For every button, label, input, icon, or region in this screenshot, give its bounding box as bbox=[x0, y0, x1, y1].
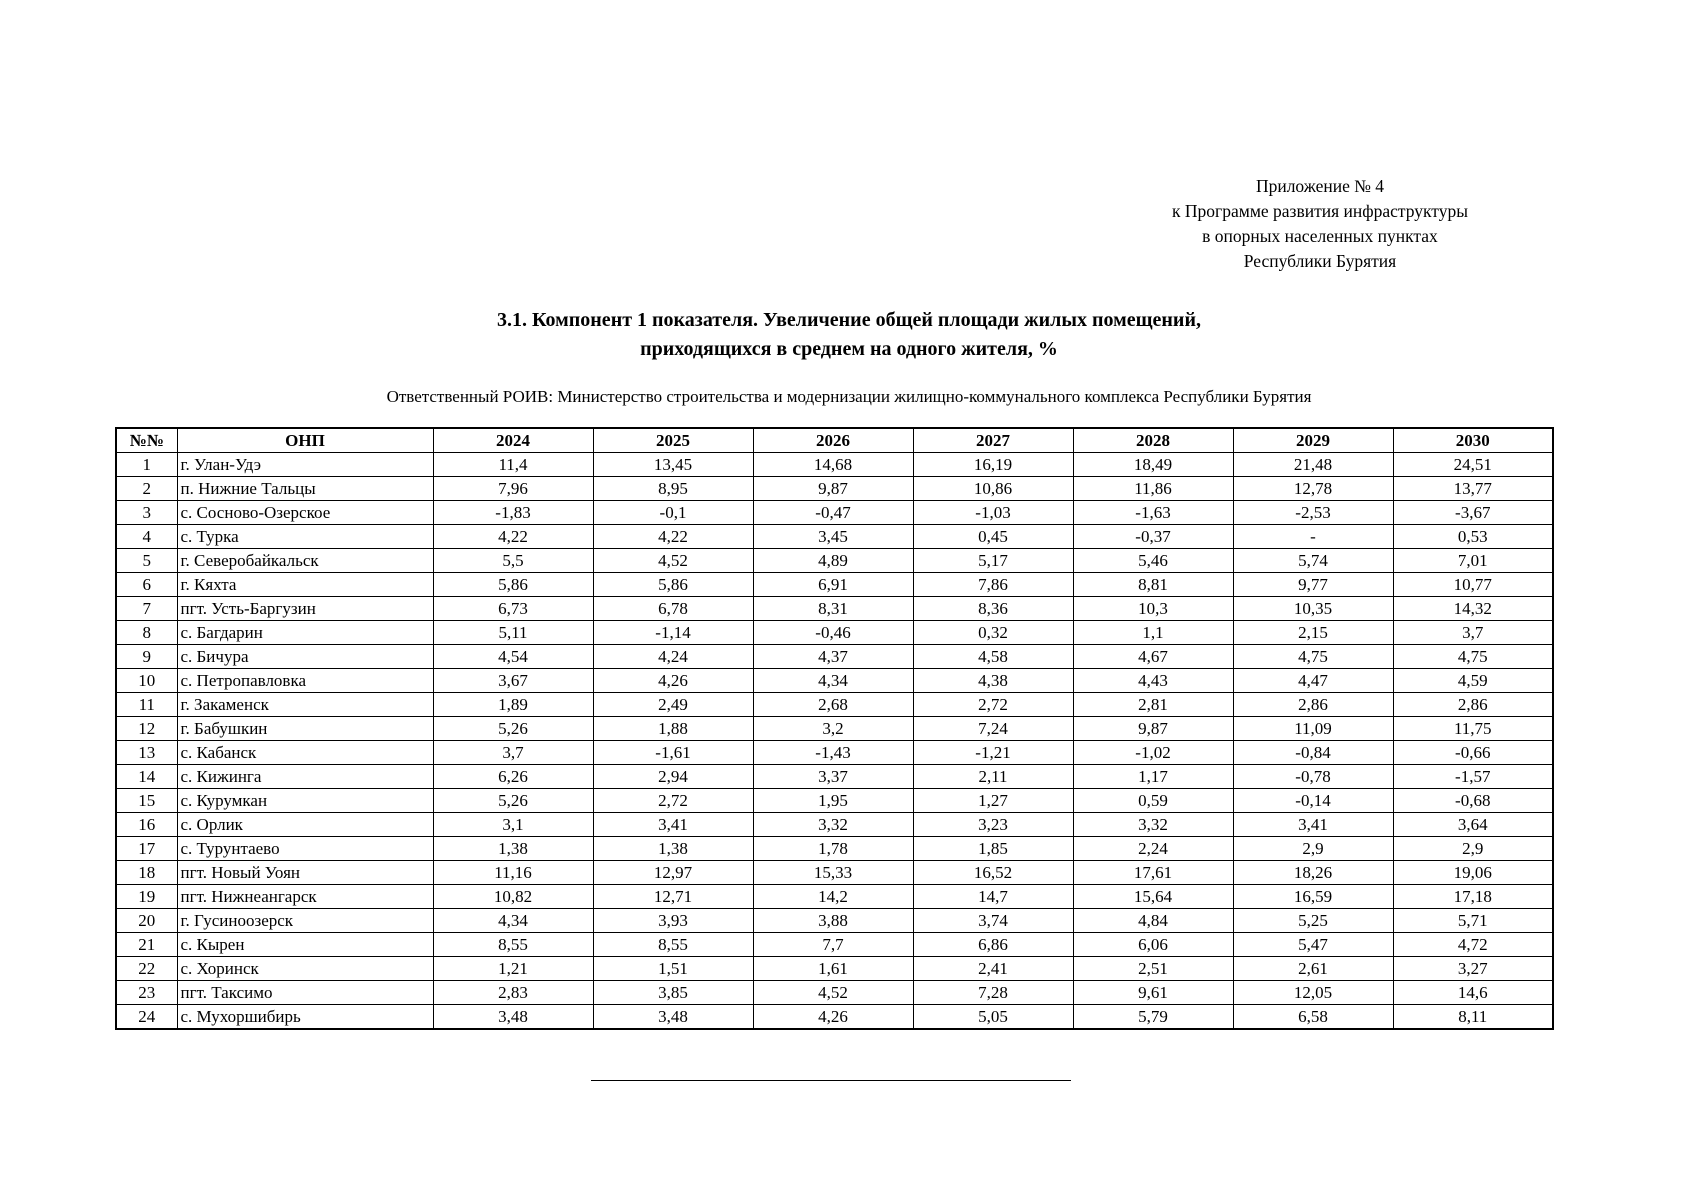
column-header-year: 2029 bbox=[1233, 428, 1393, 453]
value-cell: 6,06 bbox=[1073, 933, 1233, 957]
row-number-cell: 13 bbox=[116, 741, 177, 765]
responsible-authority: Ответственный РОИВ: Министерство строительства и модернизации жилищно-коммунального комплекса Республики Бурятия bbox=[386, 387, 1312, 406]
value-cell: 5,74 bbox=[1233, 549, 1393, 573]
value-cell: 6,73 bbox=[433, 597, 593, 621]
column-header-year: 2025 bbox=[593, 428, 753, 453]
value-cell: 14,7 bbox=[913, 885, 1073, 909]
value-cell: 4,67 bbox=[1073, 645, 1233, 669]
value-cell: 7,01 bbox=[1393, 549, 1553, 573]
table-row bbox=[116, 717, 1553, 741]
value-cell: 2,72 bbox=[913, 693, 1073, 717]
value-cell: 4,89 bbox=[753, 549, 913, 573]
settlement-name-cell: с. Турунтаево bbox=[177, 837, 433, 861]
value-cell: 0,32 bbox=[913, 621, 1073, 645]
row-number-cell: 10 bbox=[116, 669, 177, 693]
value-cell: 9,61 bbox=[1073, 981, 1233, 1005]
value-cell: 3,7 bbox=[1393, 621, 1553, 645]
value-cell: -1,14 bbox=[593, 621, 753, 645]
value-cell: -0,84 bbox=[1233, 741, 1393, 765]
value-cell: 16,59 bbox=[1233, 885, 1393, 909]
value-cell: -3,67 bbox=[1393, 501, 1553, 525]
value-cell: 12,71 bbox=[593, 885, 753, 909]
value-cell: 0,59 bbox=[1073, 789, 1233, 813]
document-title bbox=[0, 306, 1698, 364]
value-cell: 9,87 bbox=[753, 477, 913, 501]
value-cell: -1,03 bbox=[913, 501, 1073, 525]
value-cell: 2,49 bbox=[593, 693, 753, 717]
table-row bbox=[116, 597, 1553, 621]
value-cell: 3,74 bbox=[913, 909, 1073, 933]
value-cell: 4,22 bbox=[433, 525, 593, 549]
settlement-name-cell: с. Петропавловка bbox=[177, 669, 433, 693]
value-cell: 1,38 bbox=[593, 837, 753, 861]
value-cell: 3,88 bbox=[753, 909, 913, 933]
value-cell: 8,36 bbox=[913, 597, 1073, 621]
table-row bbox=[116, 549, 1553, 573]
row-number-cell: 12 bbox=[116, 717, 177, 741]
value-cell: -0,66 bbox=[1393, 741, 1553, 765]
column-header-year: 2026 bbox=[753, 428, 913, 453]
value-cell: 21,48 bbox=[1233, 453, 1393, 477]
value-cell: 12,78 bbox=[1233, 477, 1393, 501]
settlement-name-cell: г. Бабушкин bbox=[177, 717, 433, 741]
value-cell: 5,79 bbox=[1073, 1005, 1233, 1030]
row-number-cell: 1 bbox=[116, 453, 177, 477]
value-cell: 5,17 bbox=[913, 549, 1073, 573]
settlement-name-cell: пгт. Нижнеангарск bbox=[177, 885, 433, 909]
table-row bbox=[116, 981, 1553, 1005]
value-cell: 8,55 bbox=[433, 933, 593, 957]
settlement-name-cell: с. Мухоршибирь bbox=[177, 1005, 433, 1030]
settlement-name-cell: г. Гусиноозерск bbox=[177, 909, 433, 933]
value-cell: 2,83 bbox=[433, 981, 593, 1005]
table-row bbox=[116, 1005, 1553, 1030]
value-cell: 11,09 bbox=[1233, 717, 1393, 741]
value-cell: 4,75 bbox=[1233, 645, 1393, 669]
row-number-cell: 3 bbox=[116, 501, 177, 525]
settlement-name-cell: с. Бичура bbox=[177, 645, 433, 669]
value-cell: -0,68 bbox=[1393, 789, 1553, 813]
value-cell: 1,27 bbox=[913, 789, 1073, 813]
value-cell: 12,05 bbox=[1233, 981, 1393, 1005]
value-cell: 1,88 bbox=[593, 717, 753, 741]
appendix-line: к Программе развития инфраструктуры bbox=[1172, 201, 1468, 221]
table-row bbox=[116, 693, 1553, 717]
row-number-cell: 11 bbox=[116, 693, 177, 717]
value-cell: 3,32 bbox=[1073, 813, 1233, 837]
value-cell: 11,16 bbox=[433, 861, 593, 885]
value-cell: 5,26 bbox=[433, 717, 593, 741]
value-cell: 11,75 bbox=[1393, 717, 1553, 741]
value-cell: 17,18 bbox=[1393, 885, 1553, 909]
value-cell: 2,81 bbox=[1073, 693, 1233, 717]
row-number-cell: 5 bbox=[116, 549, 177, 573]
row-number-cell: 6 bbox=[116, 573, 177, 597]
value-cell: 2,51 bbox=[1073, 957, 1233, 981]
settlement-name-cell: п. Нижние Тальцы bbox=[177, 477, 433, 501]
value-cell: 2,9 bbox=[1393, 837, 1553, 861]
value-cell: 15,33 bbox=[753, 861, 913, 885]
value-cell: -1,43 bbox=[753, 741, 913, 765]
value-cell: 3,67 bbox=[433, 669, 593, 693]
value-cell: 0,53 bbox=[1393, 525, 1553, 549]
value-cell: 3,64 bbox=[1393, 813, 1553, 837]
footer-divider bbox=[591, 1080, 1071, 1081]
value-cell: 7,28 bbox=[913, 981, 1073, 1005]
value-cell: 18,49 bbox=[1073, 453, 1233, 477]
title-line-1: 3.1. Компонент 1 показателя. Увеличение общей площади жилых помещений, bbox=[497, 309, 1201, 331]
value-cell: 1,21 bbox=[433, 957, 593, 981]
value-cell: 10,82 bbox=[433, 885, 593, 909]
value-cell: - bbox=[1233, 525, 1393, 549]
value-cell: 14,6 bbox=[1393, 981, 1553, 1005]
value-cell: 4,72 bbox=[1393, 933, 1553, 957]
settlement-name-cell: пгт. Усть-Баргузин bbox=[177, 597, 433, 621]
value-cell: 10,35 bbox=[1233, 597, 1393, 621]
value-cell: 3,93 bbox=[593, 909, 753, 933]
value-cell: -0,1 bbox=[593, 501, 753, 525]
value-cell: 1,61 bbox=[753, 957, 913, 981]
row-number-cell: 19 bbox=[116, 885, 177, 909]
table-row bbox=[116, 957, 1553, 981]
table-row bbox=[116, 837, 1553, 861]
settlement-name-cell: с. Турка bbox=[177, 525, 433, 549]
settlement-name-cell: с. Сосново-Озерское bbox=[177, 501, 433, 525]
value-cell: 1,38 bbox=[433, 837, 593, 861]
value-cell: 18,26 bbox=[1233, 861, 1393, 885]
value-cell: 5,05 bbox=[913, 1005, 1073, 1030]
value-cell: 3,37 bbox=[753, 765, 913, 789]
value-cell: 15,64 bbox=[1073, 885, 1233, 909]
table-row bbox=[116, 477, 1553, 501]
value-cell: 4,34 bbox=[753, 669, 913, 693]
table-header-row bbox=[116, 428, 1553, 453]
value-cell: -1,83 bbox=[433, 501, 593, 525]
settlement-name-cell: с. Орлик bbox=[177, 813, 433, 837]
value-cell: 4,26 bbox=[753, 1005, 913, 1030]
value-cell: -1,61 bbox=[593, 741, 753, 765]
table-row bbox=[116, 933, 1553, 957]
appendix-line: Республики Бурятия bbox=[1243, 251, 1397, 271]
value-cell: 6,78 bbox=[593, 597, 753, 621]
value-cell: 3,27 bbox=[1393, 957, 1553, 981]
value-cell: 10,3 bbox=[1073, 597, 1233, 621]
value-cell: 3,48 bbox=[593, 1005, 753, 1030]
value-cell: 1,17 bbox=[1073, 765, 1233, 789]
column-header-settlement: ОНП bbox=[177, 428, 433, 453]
row-number-cell: 17 bbox=[116, 837, 177, 861]
column-header-year: 2027 bbox=[913, 428, 1073, 453]
table-body bbox=[116, 453, 1553, 1030]
value-cell: 19,06 bbox=[1393, 861, 1553, 885]
settlement-name-cell: с. Курумкан bbox=[177, 789, 433, 813]
value-cell: 5,47 bbox=[1233, 933, 1393, 957]
settlement-name-cell: с. Хоринск bbox=[177, 957, 433, 981]
settlement-name-cell: с. Кырен bbox=[177, 933, 433, 957]
value-cell: 1,78 bbox=[753, 837, 913, 861]
value-cell: 6,58 bbox=[1233, 1005, 1393, 1030]
table-row bbox=[116, 669, 1553, 693]
table-row bbox=[116, 909, 1553, 933]
row-number-cell: 2 bbox=[116, 477, 177, 501]
settlement-name-cell: с. Багдарин bbox=[177, 621, 433, 645]
value-cell: -1,63 bbox=[1073, 501, 1233, 525]
table-row bbox=[116, 621, 1553, 645]
table-row bbox=[116, 765, 1553, 789]
value-cell: 4,75 bbox=[1393, 645, 1553, 669]
value-cell: 3,48 bbox=[433, 1005, 593, 1030]
value-cell: 7,7 bbox=[753, 933, 913, 957]
row-number-cell: 22 bbox=[116, 957, 177, 981]
value-cell: 8,55 bbox=[593, 933, 753, 957]
value-cell: 14,68 bbox=[753, 453, 913, 477]
value-cell: -1,57 bbox=[1393, 765, 1553, 789]
value-cell: 8,11 bbox=[1393, 1005, 1553, 1030]
value-cell: 5,86 bbox=[593, 573, 753, 597]
value-cell: 16,52 bbox=[913, 861, 1073, 885]
row-number-cell: 18 bbox=[116, 861, 177, 885]
table-row bbox=[116, 453, 1553, 477]
value-cell: 2,68 bbox=[753, 693, 913, 717]
value-cell: -0,47 bbox=[753, 501, 913, 525]
settlement-name-cell: г. Северобайкальск bbox=[177, 549, 433, 573]
value-cell: 4,37 bbox=[753, 645, 913, 669]
table-row bbox=[116, 813, 1553, 837]
row-number-cell: 16 bbox=[116, 813, 177, 837]
column-header-year: 2030 bbox=[1393, 428, 1553, 453]
settlement-name-cell: г. Улан-Удэ bbox=[177, 453, 433, 477]
value-cell: 7,96 bbox=[433, 477, 593, 501]
value-cell: 3,7 bbox=[433, 741, 593, 765]
value-cell: -1,21 bbox=[913, 741, 1073, 765]
table-row bbox=[116, 525, 1553, 549]
table-row bbox=[116, 741, 1553, 765]
value-cell: 24,51 bbox=[1393, 453, 1553, 477]
table-row bbox=[116, 645, 1553, 669]
row-number-cell: 23 bbox=[116, 981, 177, 1005]
value-cell: 6,86 bbox=[913, 933, 1073, 957]
value-cell: 1,1 bbox=[1073, 621, 1233, 645]
value-cell: 4,43 bbox=[1073, 669, 1233, 693]
value-cell: 5,11 bbox=[433, 621, 593, 645]
value-cell: 9,77 bbox=[1233, 573, 1393, 597]
value-cell: 5,25 bbox=[1233, 909, 1393, 933]
settlement-name-cell: пгт. Таксимо bbox=[177, 981, 433, 1005]
value-cell: 1,89 bbox=[433, 693, 593, 717]
value-cell: 14,2 bbox=[753, 885, 913, 909]
value-cell: 3,1 bbox=[433, 813, 593, 837]
column-header-year: 2028 bbox=[1073, 428, 1233, 453]
value-cell: -0,46 bbox=[753, 621, 913, 645]
value-cell: 2,41 bbox=[913, 957, 1073, 981]
appendix-note bbox=[1120, 174, 1520, 274]
value-cell: 3,41 bbox=[1233, 813, 1393, 837]
value-cell: 8,95 bbox=[593, 477, 753, 501]
value-cell: 5,5 bbox=[433, 549, 593, 573]
row-number-cell: 8 bbox=[116, 621, 177, 645]
value-cell: 6,26 bbox=[433, 765, 593, 789]
settlement-name-cell: с. Кабанск bbox=[177, 741, 433, 765]
value-cell: 11,4 bbox=[433, 453, 593, 477]
settlement-name-cell: с. Кижинга bbox=[177, 765, 433, 789]
value-cell: 16,19 bbox=[913, 453, 1073, 477]
value-cell: -0,78 bbox=[1233, 765, 1393, 789]
settlement-name-cell: г. Кяхта bbox=[177, 573, 433, 597]
value-cell: 6,91 bbox=[753, 573, 913, 597]
value-cell: 4,22 bbox=[593, 525, 753, 549]
value-cell: 4,47 bbox=[1233, 669, 1393, 693]
value-cell: -0,14 bbox=[1233, 789, 1393, 813]
value-cell: 4,59 bbox=[1393, 669, 1553, 693]
value-cell: 3,85 bbox=[593, 981, 753, 1005]
row-number-cell: 14 bbox=[116, 765, 177, 789]
row-number-cell: 15 bbox=[116, 789, 177, 813]
value-cell: 11,86 bbox=[1073, 477, 1233, 501]
value-cell: 5,71 bbox=[1393, 909, 1553, 933]
value-cell: 2,24 bbox=[1073, 837, 1233, 861]
value-cell: 3,41 bbox=[593, 813, 753, 837]
row-number-cell: 9 bbox=[116, 645, 177, 669]
row-number-cell: 4 bbox=[116, 525, 177, 549]
title-line-2: приходящихся в среднем на одного жителя, % bbox=[640, 338, 1058, 360]
settlement-name-cell: пгт. Новый Уоян bbox=[177, 861, 433, 885]
value-cell: 7,24 bbox=[913, 717, 1073, 741]
appendix-line: в опорных населенных пунктах bbox=[1202, 226, 1438, 246]
value-cell: 2,72 bbox=[593, 789, 753, 813]
appendix-line: Приложение № 4 bbox=[1255, 176, 1385, 196]
value-cell: 0,45 bbox=[913, 525, 1073, 549]
value-cell: 13,45 bbox=[593, 453, 753, 477]
value-cell: 3,45 bbox=[753, 525, 913, 549]
row-number-cell: 7 bbox=[116, 597, 177, 621]
value-cell: 10,77 bbox=[1393, 573, 1553, 597]
value-cell: 12,97 bbox=[593, 861, 753, 885]
value-cell: 3,23 bbox=[913, 813, 1073, 837]
value-cell: 4,58 bbox=[913, 645, 1073, 669]
value-cell: 2,15 bbox=[1233, 621, 1393, 645]
value-cell: 4,24 bbox=[593, 645, 753, 669]
value-cell: 8,81 bbox=[1073, 573, 1233, 597]
value-cell: 7,86 bbox=[913, 573, 1073, 597]
value-cell: 1,85 bbox=[913, 837, 1073, 861]
value-cell: 1,95 bbox=[753, 789, 913, 813]
value-cell: 13,77 bbox=[1393, 477, 1553, 501]
column-header-year: 2024 bbox=[433, 428, 593, 453]
value-cell: 2,94 bbox=[593, 765, 753, 789]
value-cell: 2,61 bbox=[1233, 957, 1393, 981]
value-cell: 4,38 bbox=[913, 669, 1073, 693]
indicator-table bbox=[115, 427, 1554, 1030]
value-cell: 2,11 bbox=[913, 765, 1073, 789]
value-cell: 4,26 bbox=[593, 669, 753, 693]
value-cell: 3,32 bbox=[753, 813, 913, 837]
value-cell: 10,86 bbox=[913, 477, 1073, 501]
value-cell: -2,53 bbox=[1233, 501, 1393, 525]
value-cell: 17,61 bbox=[1073, 861, 1233, 885]
value-cell: 4,52 bbox=[753, 981, 913, 1005]
settlement-name-cell: г. Закаменск bbox=[177, 693, 433, 717]
value-cell: 4,84 bbox=[1073, 909, 1233, 933]
value-cell: -0,37 bbox=[1073, 525, 1233, 549]
table-row bbox=[116, 573, 1553, 597]
table-row bbox=[116, 501, 1553, 525]
table-row bbox=[116, 789, 1553, 813]
value-cell: 14,32 bbox=[1393, 597, 1553, 621]
value-cell: 8,31 bbox=[753, 597, 913, 621]
value-cell: 2,86 bbox=[1393, 693, 1553, 717]
row-number-cell: 21 bbox=[116, 933, 177, 957]
value-cell: 1,51 bbox=[593, 957, 753, 981]
table-row bbox=[116, 861, 1553, 885]
value-cell: 2,9 bbox=[1233, 837, 1393, 861]
value-cell: 4,54 bbox=[433, 645, 593, 669]
value-cell: 4,34 bbox=[433, 909, 593, 933]
value-cell: 5,26 bbox=[433, 789, 593, 813]
value-cell: 4,52 bbox=[593, 549, 753, 573]
row-number-cell: 24 bbox=[116, 1005, 177, 1030]
table-row bbox=[116, 885, 1553, 909]
value-cell: 9,87 bbox=[1073, 717, 1233, 741]
column-header-number: №№ bbox=[116, 428, 177, 453]
value-cell: -1,02 bbox=[1073, 741, 1233, 765]
value-cell: 5,46 bbox=[1073, 549, 1233, 573]
value-cell: 5,86 bbox=[433, 573, 593, 597]
row-number-cell: 20 bbox=[116, 909, 177, 933]
value-cell: 2,86 bbox=[1233, 693, 1393, 717]
value-cell: 3,2 bbox=[753, 717, 913, 741]
